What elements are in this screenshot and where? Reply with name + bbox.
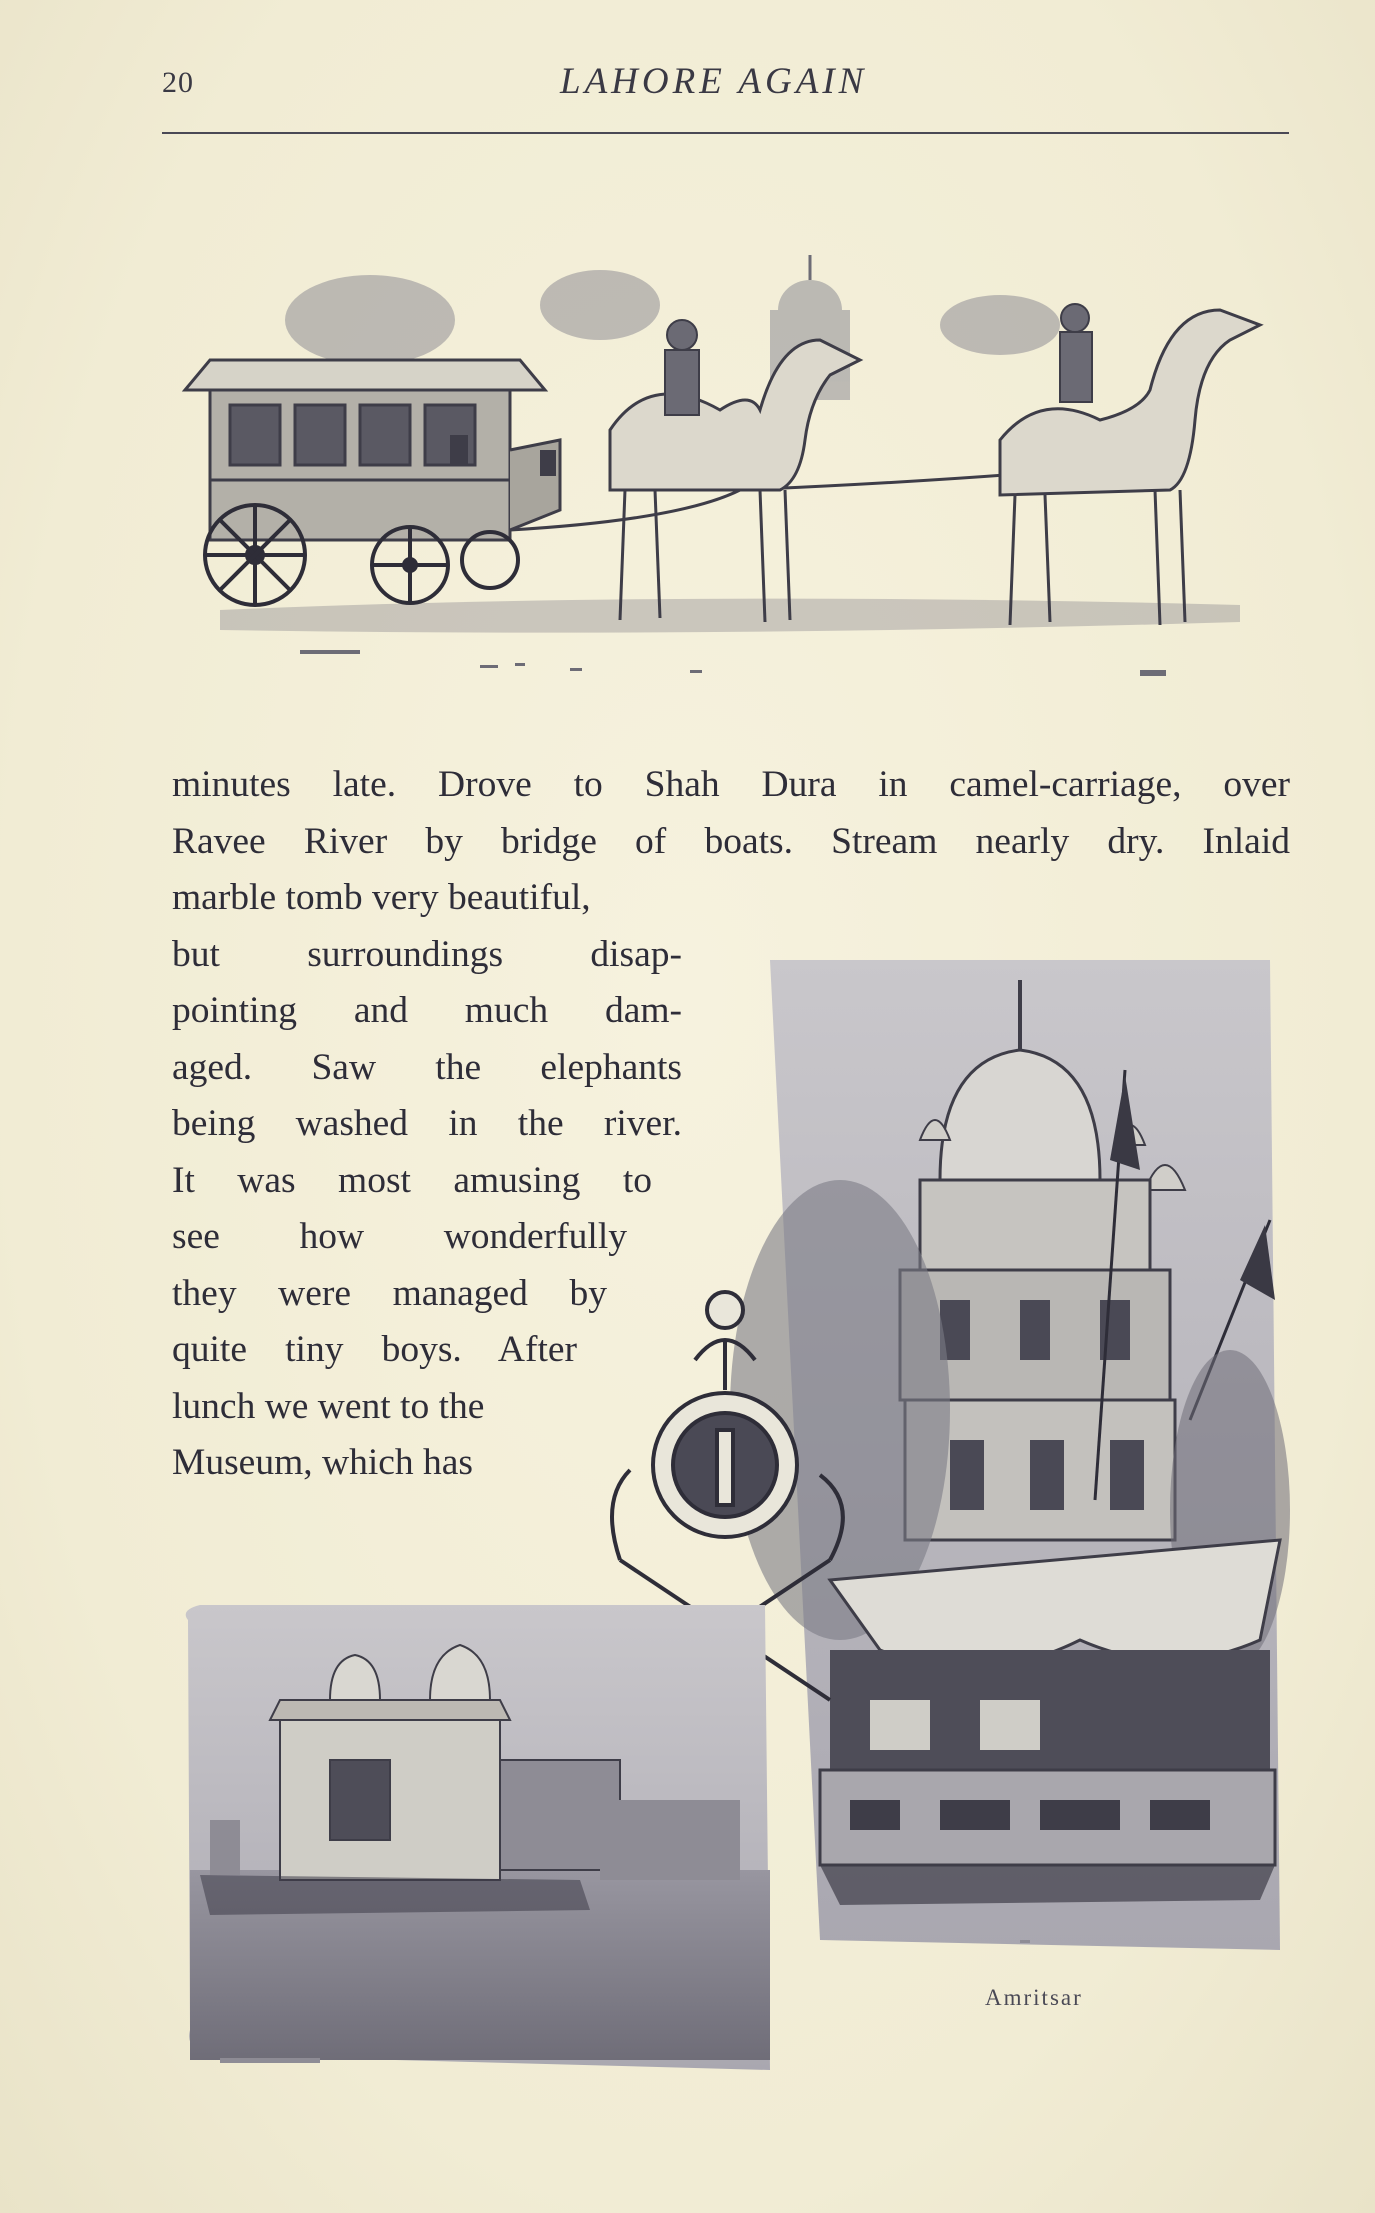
text-line: lunch we went to the (172, 1385, 485, 1427)
text-line: Ravee River by bridge of boats. Stream nearly dry. Inlaid (172, 820, 1290, 862)
text-line: marble tomb very beautiful, (172, 877, 591, 918)
page-number: 20 (162, 66, 194, 99)
amritsar-illustration (180, 940, 1300, 2070)
text-line: aged. Saw the elephants (172, 1046, 682, 1088)
text-line: see how wonderfully (172, 1216, 627, 1257)
running-head: LAHORE AGAIN (560, 61, 868, 102)
text-line: Museum, which has (172, 1442, 474, 1483)
text-line: It was most amusing to (172, 1159, 652, 1201)
text-line: quite tiny boys. After (172, 1329, 577, 1370)
text-line: minutes late. Drove to Shah Dura in camel-carriage, over (172, 764, 1290, 805)
text-line: being washed in the river. (172, 1103, 682, 1144)
text-line: pointing and much dam- (172, 990, 682, 1031)
page-header (0, 60, 1375, 120)
text-line: they were managed by (172, 1272, 607, 1314)
header-rule (162, 132, 1289, 134)
illustration-caption: Amritsar (985, 1985, 1083, 2010)
text-line: but surroundings disap- (172, 933, 682, 975)
camel-carriage-illustration (180, 250, 1290, 710)
